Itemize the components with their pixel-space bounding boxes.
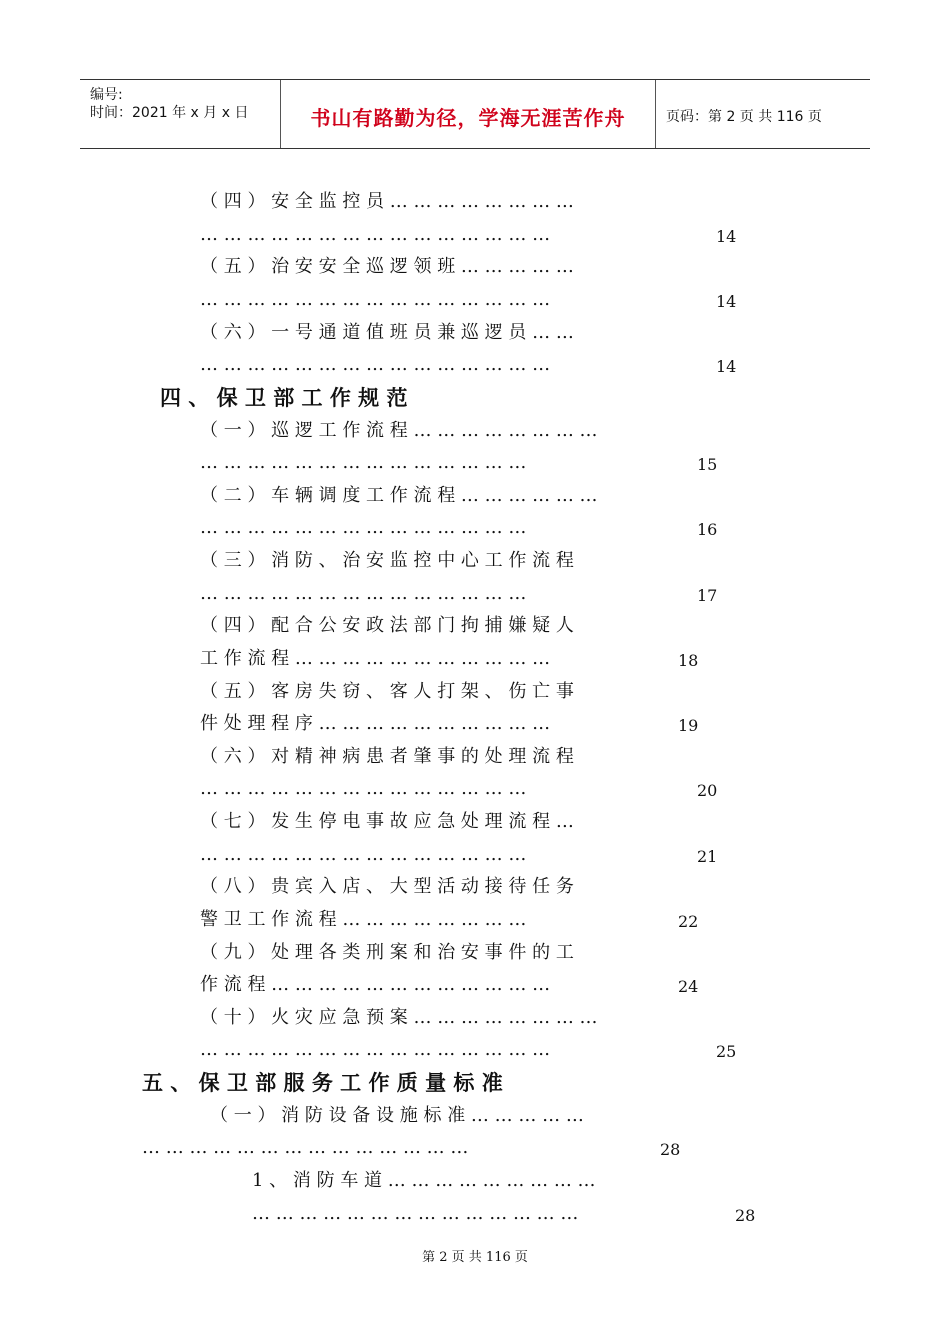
header-meta-cell (80, 80, 281, 148)
toc-line (0, 842, 950, 868)
toc-text: （ 四 ） 安 全 监 控 员 … … … … … … … … (200, 191, 574, 212)
toc-text: （ 九 ） 处 理 各 类 刑 案 和 治 安 事 件 的 工 (200, 942, 574, 963)
toc-page-number: 14 (716, 227, 737, 246)
toc-line (0, 679, 950, 705)
toc-page-number: 25 (716, 1042, 737, 1061)
toc-line (0, 809, 950, 835)
toc-line (0, 613, 950, 639)
toc-text: 工 作 流 程 … … … … … … … … … … … (200, 648, 551, 669)
toc-line (0, 418, 950, 444)
toc-text: （ 十 ） 火 灾 应 急 预 案 … … … … … … … … (200, 1007, 598, 1028)
toc-line (0, 287, 950, 313)
toc-line (0, 940, 950, 966)
toc-text: 警 卫 工 作 流 程 … … … … … … … … (200, 909, 527, 930)
section-title: 五 、 保 卫 部 服 务 工 作 质 量 标 准 (142, 1071, 503, 1095)
toc-text: … … … … … … … … … … … … … … … (200, 289, 551, 310)
section-heading (0, 384, 950, 410)
toc-page-number: 14 (716, 292, 737, 311)
header-motto-cell (281, 80, 656, 148)
section-heading (0, 1069, 950, 1095)
toc-page-number: 24 (678, 977, 699, 996)
toc-text: （ 二 ） 车 辆 调 度 工 作 流 程 … … … … … … (200, 485, 598, 506)
toc-text: … … … … … … … … … … … … … … … (200, 354, 551, 375)
toc-text: … … … … … … … … … … … … … … … (200, 1039, 551, 1060)
toc-line (0, 222, 950, 248)
toc-line (0, 450, 950, 476)
toc-line (0, 189, 950, 215)
toc-text: … … … … … … … … … … … … … … (200, 583, 527, 604)
toc-page-number: 18 (678, 651, 699, 670)
toc-text: … … … … … … … … … … … … … … … (200, 224, 551, 245)
toc-text: … … … … … … … … … … … … … … (200, 844, 527, 865)
toc-line (0, 1005, 950, 1031)
page-footer: 第 2 页 共 116 页 (422, 1250, 528, 1265)
toc-text: （ 一 ） 消 防 设 备 设 施 标 准 … … … … … (210, 1105, 584, 1126)
section-title: 四 、 保 卫 部 工 作 规 范 (160, 386, 408, 410)
toc-text: （ 六 ） 对 精 神 病 患 者 肇 事 的 处 理 流 程 (200, 746, 574, 767)
toc-page-number: 20 (697, 781, 718, 800)
header-page-cell (656, 80, 870, 148)
toc-line (0, 581, 950, 607)
toc-line (0, 972, 950, 998)
toc-text: … … … … … … … … … … … … … … (200, 452, 527, 473)
toc-text: （ 五 ） 治 安 安 全 巡 逻 领 班 … … … … … (200, 256, 574, 277)
toc-page-number: 15 (697, 455, 718, 474)
toc-text: … … … … … … … … … … … … … … (200, 517, 527, 538)
toc-line (0, 646, 950, 672)
toc-line (0, 352, 950, 378)
toc-page-number: 28 (660, 1140, 681, 1159)
toc-text: 件 处 理 程 序 … … … … … … … … … … (200, 713, 551, 734)
toc-text: … … … … … … … … … … … … … … (142, 1137, 469, 1158)
toc-text: 作 流 程 … … … … … … … … … … … … (200, 974, 551, 995)
toc-page-number: 16 (697, 520, 718, 539)
page-info: 页码：第 2 页 共 116 页 (666, 109, 822, 125)
toc-text: … … … … … … … … … … … … … … (252, 1203, 579, 1224)
code-label: 编号: (90, 87, 123, 103)
toc-text: … … … … … … … … … … … … … … (200, 778, 527, 799)
toc-line (0, 483, 950, 509)
toc-line (0, 254, 950, 280)
toc-page-number: 21 (697, 847, 718, 866)
toc-text: 1 、 消 防 车 道 … … … … … … … … … (252, 1170, 596, 1191)
toc-text: （ 三 ） 消 防 、 治 安 监 控 中 心 工 作 流 程 (200, 550, 574, 571)
toc-line (0, 1037, 950, 1063)
toc-line (0, 515, 950, 541)
toc-line (0, 548, 950, 574)
toc-line (0, 907, 950, 933)
toc-line (0, 711, 950, 737)
toc-page-number: 28 (735, 1206, 756, 1225)
toc-line (0, 1168, 950, 1194)
toc-line (0, 1135, 950, 1161)
toc-page-number: 14 (716, 357, 737, 376)
time-label: 时间：2021 年 x 月 x 日 (90, 105, 249, 121)
toc-text: （ 一 ） 巡 逻 工 作 流 程 … … … … … … … … (200, 420, 598, 441)
toc-page-number: 17 (697, 586, 718, 605)
toc-page-number: 19 (678, 716, 699, 735)
toc-text: （ 六 ） 一 号 通 道 值 班 员 兼 巡 逻 员 … … (200, 322, 574, 343)
toc-text: （ 八 ） 贵 宾 入 店 、 大 型 活 动 接 待 任 务 (200, 876, 574, 897)
toc-line (0, 776, 950, 802)
toc-line (0, 1201, 950, 1227)
toc-line (0, 1103, 950, 1129)
page-header (80, 79, 870, 149)
toc-line (0, 874, 950, 900)
toc-line (0, 744, 950, 770)
toc-line (0, 320, 950, 346)
toc-text: （ 四 ） 配 合 公 安 政 法 部 门 拘 捕 嫌 疑 人 (200, 615, 574, 636)
motto: 书山有路勤为径，学海无涯苦作舟 (310, 106, 626, 130)
toc-text: （ 五 ） 客 房 失 窃 、 客 人 打 架 、 伤 亡 事 (200, 681, 574, 702)
toc-text: （ 七 ） 发 生 停 电 事 故 应 急 处 理 流 程 … (200, 811, 574, 832)
toc-page-number: 22 (678, 912, 699, 931)
